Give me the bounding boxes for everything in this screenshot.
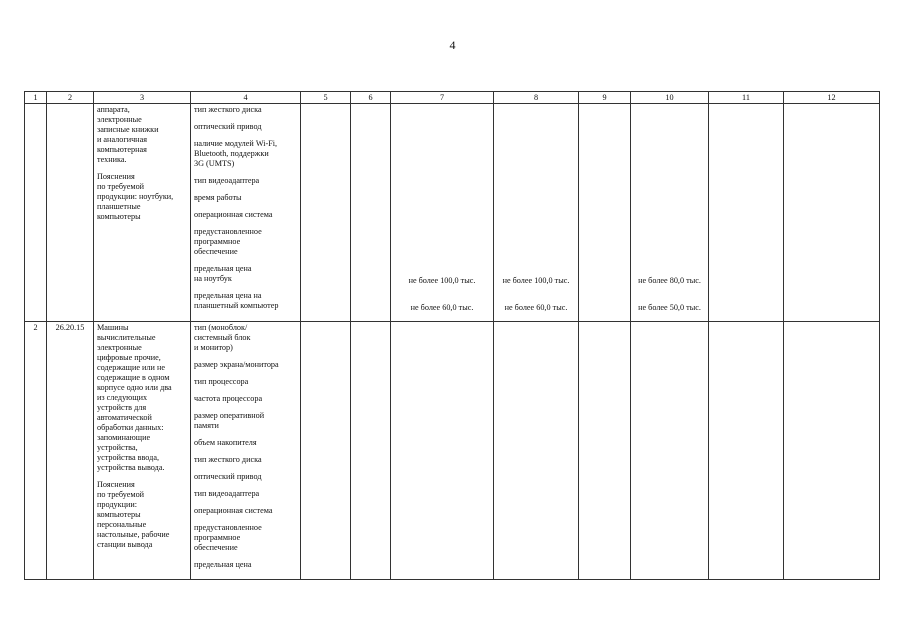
text-line: наличие модулей Wi-Fi, xyxy=(194,139,278,148)
text-line: Пояснения xyxy=(97,172,135,181)
text-line: тип процессора xyxy=(194,377,249,386)
text-line: 3G (UMTS) xyxy=(194,159,235,168)
text-line: продукции: ноутбуки, xyxy=(97,192,174,201)
characteristic xyxy=(194,227,297,257)
characteristics-cell xyxy=(191,322,301,580)
text-line: и монитор) xyxy=(194,343,233,352)
characteristic xyxy=(194,210,297,220)
text-line: операционная система xyxy=(194,210,273,219)
characteristic xyxy=(194,360,297,370)
text-line: настольные, рабочие xyxy=(97,530,170,539)
empty-cell xyxy=(784,104,880,322)
col-header-2: 2 xyxy=(47,92,94,104)
text-line: Машины xyxy=(97,323,129,332)
text-line: компьютеры xyxy=(97,510,141,519)
price-tablet: не более 60,0 тыс. xyxy=(410,303,474,312)
characteristic xyxy=(194,122,297,132)
text-line: на ноутбук xyxy=(194,274,232,283)
text-line: объем накопителя xyxy=(194,438,257,447)
empty-cell xyxy=(579,322,631,580)
text-line: предустановленное xyxy=(194,523,262,532)
text-line: памяти xyxy=(194,421,219,430)
table-row xyxy=(25,322,880,580)
text-line: продукции: xyxy=(97,500,137,509)
col-header-1: 1 xyxy=(25,92,47,104)
col-header-10: 10 xyxy=(631,92,709,104)
characteristic xyxy=(194,411,297,431)
text-line: автоматической xyxy=(97,413,152,422)
page-number: 4 xyxy=(449,38,456,52)
empty-cell xyxy=(631,322,709,580)
price-notebook: не более 100,0 тыс. xyxy=(502,276,570,285)
text-line: программное xyxy=(194,533,241,542)
text-line: предельная цена xyxy=(194,560,252,569)
characteristic xyxy=(194,438,297,448)
characteristic xyxy=(194,394,297,404)
text-line: вычислительные xyxy=(97,333,156,342)
text-line: размер оперативной xyxy=(194,411,265,420)
text-line: планшетные xyxy=(97,202,141,211)
characteristic xyxy=(194,506,297,516)
row-number: 2 xyxy=(25,322,47,580)
price-notebook: не более 100,0 тыс. xyxy=(408,276,476,285)
text-line: электронные xyxy=(97,343,142,352)
characteristic xyxy=(194,455,297,465)
text-line: устройств для xyxy=(97,403,147,412)
price-tablet: не более 50,0 тыс. xyxy=(638,303,701,312)
text-line: Пояснения xyxy=(97,480,135,489)
characteristic xyxy=(194,560,297,570)
product-name xyxy=(97,323,187,473)
text-line: тип (моноблок/ xyxy=(194,323,248,332)
characteristic xyxy=(194,176,297,186)
text-line: обработки данных: xyxy=(97,423,164,432)
text-line: персональные xyxy=(97,520,147,529)
okpd-code: 26.20.15 xyxy=(47,322,94,580)
row-number xyxy=(25,104,47,322)
col-header-3: 3 xyxy=(94,92,191,104)
text-line: обеспечение xyxy=(194,247,238,256)
text-line: тип жесткого диска xyxy=(194,455,262,464)
text-line: оптический привод xyxy=(194,472,262,481)
col-header-12: 12 xyxy=(784,92,880,104)
price-tablet: не более 60,0 тыс. xyxy=(504,303,568,312)
text-line: цифровые прочие, xyxy=(97,353,161,362)
empty-cell xyxy=(709,104,784,322)
text-line: оптический привод xyxy=(194,122,262,131)
price-cell-col8 xyxy=(494,104,579,322)
characteristic xyxy=(194,472,297,482)
text-line: устройства вывода. xyxy=(97,463,165,472)
empty-cell xyxy=(301,104,351,322)
text-line: операционная система xyxy=(194,506,273,515)
characteristic xyxy=(194,523,297,553)
text-line: компьютеры xyxy=(97,212,141,221)
text-line: системный блок xyxy=(194,333,251,342)
product-notes xyxy=(97,172,187,222)
col-header-9: 9 xyxy=(579,92,631,104)
price-cell-col7 xyxy=(391,104,494,322)
col-header-11: 11 xyxy=(709,92,784,104)
characteristic xyxy=(194,291,297,311)
empty-cell xyxy=(709,322,784,580)
text-line: компьютерная xyxy=(97,145,147,154)
text-line: содержащие в одном xyxy=(97,373,170,382)
characteristic xyxy=(194,105,297,115)
text-line: частота процессора xyxy=(194,394,263,403)
text-line: запоминающие xyxy=(97,433,151,442)
text-line: размер экрана/монитора xyxy=(194,360,279,369)
specification-table xyxy=(24,91,880,580)
characteristic xyxy=(194,489,297,499)
text-line: содержащие или не xyxy=(97,363,165,372)
col-header-7: 7 xyxy=(391,92,494,104)
text-line: предельная цена xyxy=(194,264,252,273)
text-line: планшетный компьютер xyxy=(194,301,279,310)
empty-cell xyxy=(784,322,880,580)
empty-cell xyxy=(351,322,391,580)
product-name-cell xyxy=(94,322,191,580)
text-line: тип видеоадаптера xyxy=(194,176,260,185)
text-line: время работы xyxy=(194,193,242,202)
text-line: корпусе одно или два xyxy=(97,383,172,392)
text-line: устройства ввода, xyxy=(97,453,160,462)
col-header-5: 5 xyxy=(301,92,351,104)
characteristic xyxy=(194,377,297,387)
header-row xyxy=(25,92,880,104)
characteristics-cell xyxy=(191,104,301,322)
text-line: аппарата, xyxy=(97,105,130,114)
product-name-cell xyxy=(94,104,191,322)
text-line: обеспечение xyxy=(194,543,238,552)
text-line: программное xyxy=(194,237,241,246)
product-name xyxy=(97,105,187,165)
text-line: станции вывода xyxy=(97,540,153,549)
empty-cell xyxy=(301,322,351,580)
text-line: тип жесткого диска xyxy=(194,105,262,114)
characteristic xyxy=(194,264,297,284)
text-line: тип видеоадаптера xyxy=(194,489,260,498)
empty-cell xyxy=(351,104,391,322)
text-line: устройства, xyxy=(97,443,138,452)
col-header-4: 4 xyxy=(191,92,301,104)
price-notebook: не более 80,0 тыс. xyxy=(638,276,701,285)
text-line: предустановленное xyxy=(194,227,262,236)
text-line: по требуемой xyxy=(97,182,145,191)
text-line: из следующих xyxy=(97,393,148,402)
text-line: и аналогичная xyxy=(97,135,147,144)
text-line: записные книжки xyxy=(97,125,159,134)
empty-cell xyxy=(391,322,494,580)
okpd-code xyxy=(47,104,94,322)
text-line: Bluetooth, поддержки xyxy=(194,149,269,158)
empty-cell xyxy=(579,104,631,322)
text-line: предельная цена на xyxy=(194,291,262,300)
characteristic xyxy=(194,193,297,203)
col-header-6: 6 xyxy=(351,92,391,104)
characteristic xyxy=(194,323,297,353)
col-header-8: 8 xyxy=(494,92,579,104)
empty-cell xyxy=(494,322,579,580)
table-row xyxy=(25,104,880,322)
text-line: электронные xyxy=(97,115,142,124)
price-cell-col10 xyxy=(631,104,709,322)
text-line: по требуемой xyxy=(97,490,145,499)
characteristic xyxy=(194,139,297,169)
product-notes xyxy=(97,480,187,550)
text-line: техника. xyxy=(97,155,127,164)
